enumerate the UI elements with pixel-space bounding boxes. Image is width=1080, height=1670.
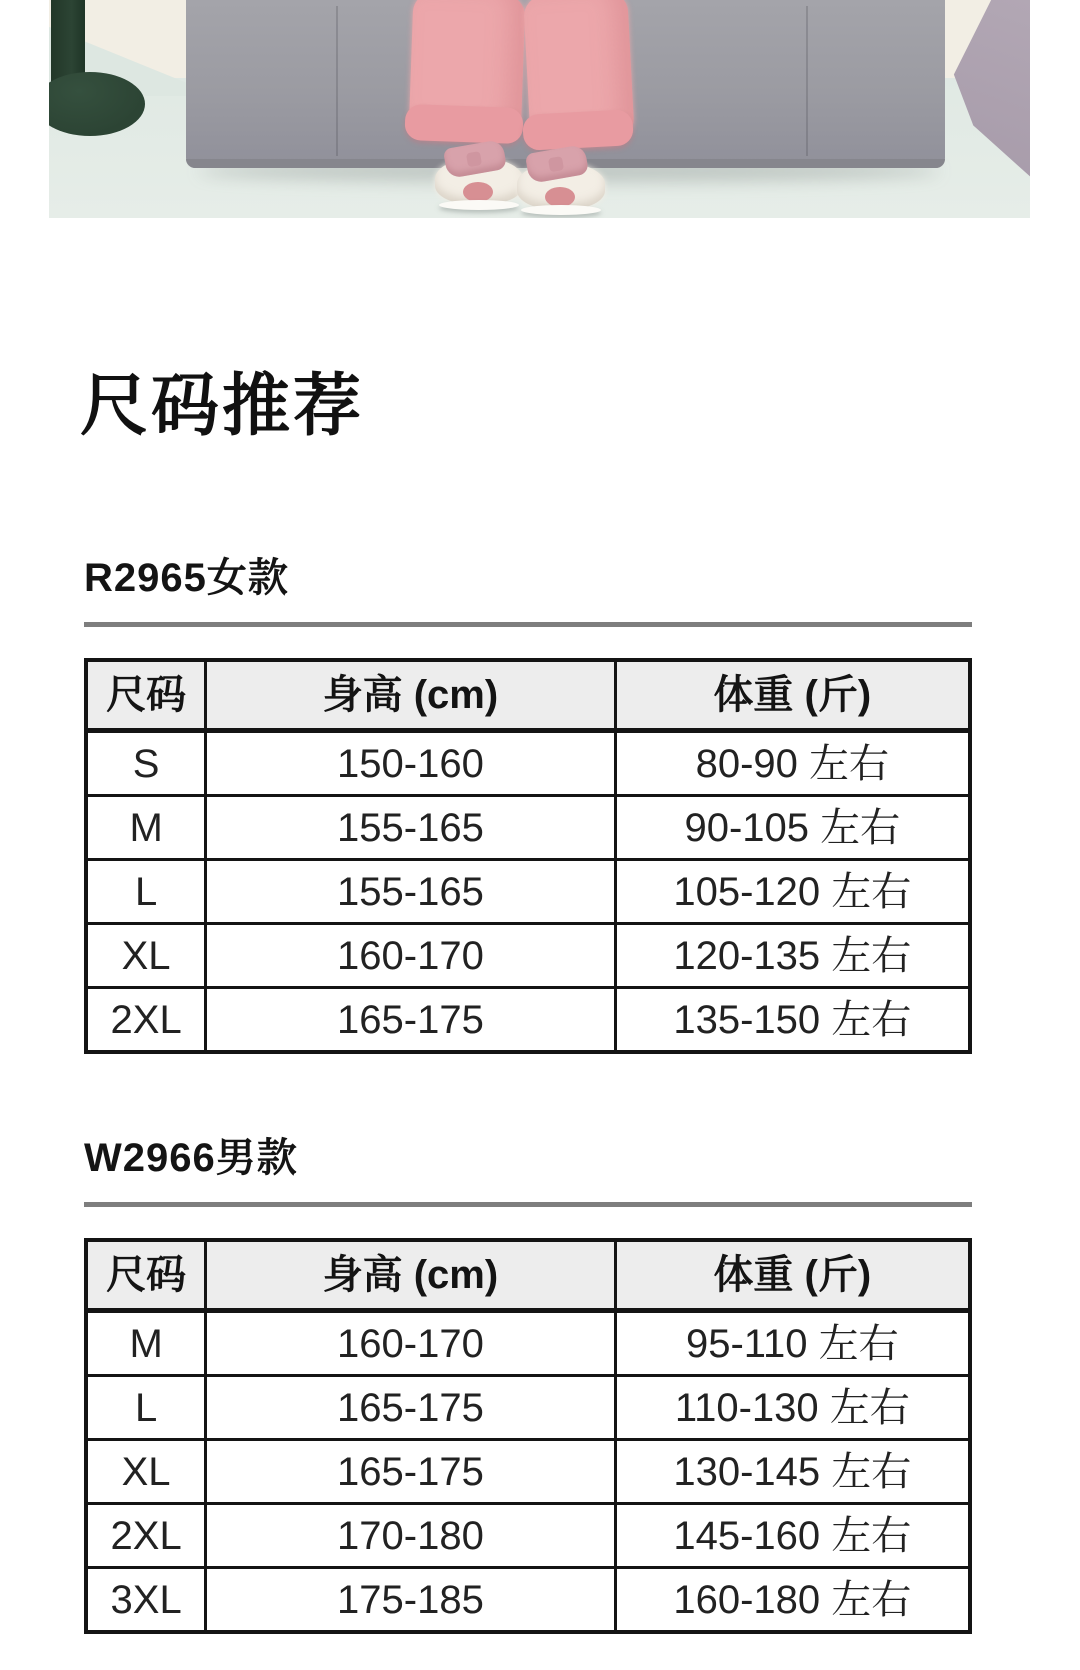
toes [463,182,493,202]
column-header: 体重 (斤) [615,660,970,731]
slipper-right [517,155,605,215]
table-header-row [86,660,970,731]
table-header-row [86,1240,970,1311]
toes [545,187,575,207]
section-heading-mens: W2966男款 [84,1136,298,1180]
weight-cell: 135-150 左右 [615,988,970,1053]
height-cell: 155-165 [206,860,615,924]
weight-cell: 160-180 左右 [615,1568,970,1633]
height-cell: 170-180 [206,1504,615,1568]
section-heading-womens: R2965女款 [84,556,289,600]
weight-cell: 145-160 左右 [615,1504,970,1568]
weight-cell: 90-105 左右 [615,796,970,860]
slipper-sole [521,205,601,215]
size-cell: XL [86,924,206,988]
size-cell: 2XL [86,988,206,1053]
size-cell: S [86,731,206,796]
size-cell: L [86,1376,206,1440]
size-table-womens [84,658,972,1054]
size-cell: 2XL [86,1504,206,1568]
height-cell: 160-170 [206,924,615,988]
table-row [86,988,970,1053]
table-row [86,796,970,860]
height-cell: 165-175 [206,1376,615,1440]
weight-cell: 120-135 左右 [615,924,970,988]
weight-cell: 110-130 左右 [615,1376,970,1440]
column-header: 身高 (cm) [206,660,615,731]
pajama-cuff-right [522,109,634,151]
height-cell: 175-185 [206,1568,615,1633]
fabric-seam [336,6,338,156]
section-divider [84,622,972,627]
table-row [86,1504,970,1568]
weight-cell: 95-110 左右 [615,1311,970,1376]
slipper-left [435,150,523,210]
page-title: 尺码推荐 [80,368,365,444]
size-cell: L [86,860,206,924]
table-row [86,1311,970,1376]
height-cell: 165-175 [206,988,615,1053]
product-photo [49,0,1030,218]
fabric-seam [806,6,808,156]
size-table-mens [84,1238,972,1634]
weight-cell: 80-90 左右 [615,731,970,796]
weight-cell: 130-145 左右 [615,1440,970,1504]
slipper-sole [439,200,519,210]
size-cell: 3XL [86,1568,206,1633]
table-row [86,1376,970,1440]
size-cell: XL [86,1440,206,1504]
table-row [86,924,970,988]
size-cell: M [86,1311,206,1376]
height-cell: 165-175 [206,1440,615,1504]
weight-cell: 105-120 左右 [615,860,970,924]
size-cell: M [86,796,206,860]
column-header: 尺码 [86,660,206,731]
table-row [86,860,970,924]
column-header: 体重 (斤) [615,1240,970,1311]
column-header: 尺码 [86,1240,206,1311]
stool-base [49,72,145,136]
section-divider [84,1202,972,1207]
table-row [86,1568,970,1633]
pajama-cuff-left [404,104,523,144]
table-row [86,731,970,796]
table-row [86,1440,970,1504]
height-cell: 150-160 [206,731,615,796]
height-cell: 155-165 [206,796,615,860]
height-cell: 160-170 [206,1311,615,1376]
column-header: 身高 (cm) [206,1240,615,1311]
